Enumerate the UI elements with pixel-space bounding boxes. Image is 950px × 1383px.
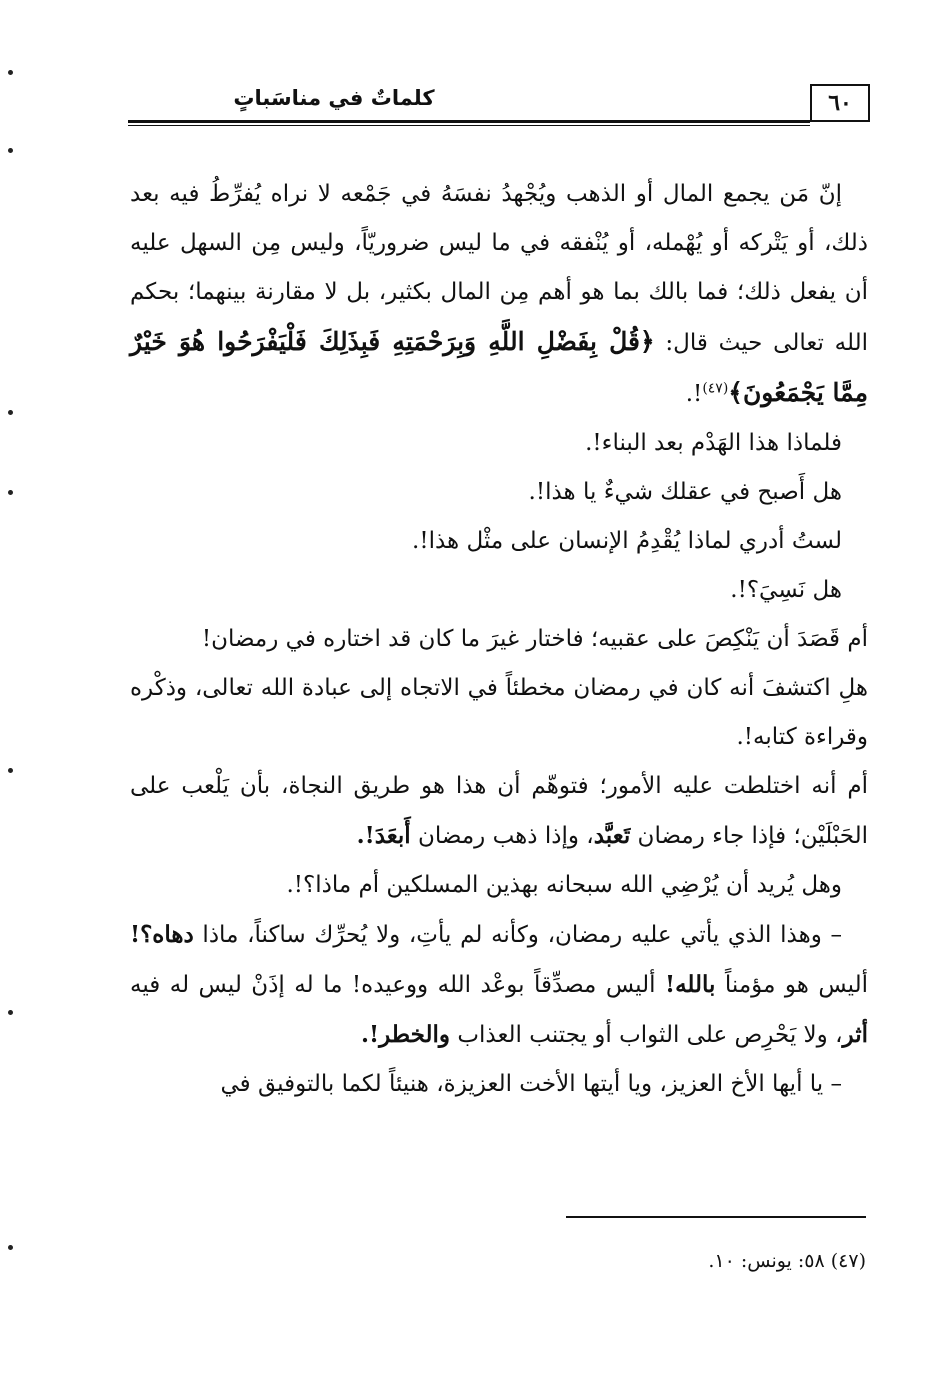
running-title: كلماتٌ في مناسَباتٍ bbox=[233, 86, 435, 110]
footnote-ref: (٤٧) bbox=[702, 380, 729, 397]
margin-mark bbox=[8, 1010, 13, 1015]
bold-word: بالله! bbox=[664, 971, 716, 998]
bold-word: دهاه؟! bbox=[130, 921, 194, 948]
margin-mark bbox=[8, 148, 13, 153]
header-rule-thin bbox=[128, 125, 810, 126]
paragraph-6 bbox=[130, 615, 868, 664]
paragraph-2 bbox=[130, 419, 868, 468]
paragraph-text: هل أَصبح في عقلك شيءٌ يا هذا!. bbox=[528, 479, 842, 505]
page-header bbox=[128, 80, 870, 126]
paragraph-7 bbox=[130, 664, 868, 762]
header-rule bbox=[128, 120, 810, 123]
paragraph-text: – يا أيها الأخ العزيز، ويا أيتها الأخت العزيزة، هنيئاً لكما بالتوفيق في bbox=[220, 1071, 842, 1097]
footnote-separator bbox=[566, 1216, 866, 1218]
paragraph-text: وهل يُريد أن يُرْضِي الله سبحانه بهذين المسلكين أم ماذا؟!. bbox=[286, 872, 842, 898]
margin-mark bbox=[8, 768, 13, 773]
paragraph-text: فلماذا هذا الهَدْم بعد البناء!. bbox=[585, 430, 842, 456]
paragraph-text: هل نَسِيَ؟!. bbox=[730, 577, 842, 603]
paragraph-tail: !. bbox=[685, 381, 703, 407]
paragraph-text-mid: أليس مصدِّقاً بوعْد الله ووعيده! ما له إذَنْ ليس له فيه bbox=[130, 972, 665, 998]
margin-mark bbox=[8, 1245, 13, 1250]
margin-mark bbox=[8, 490, 13, 495]
margin-mark bbox=[8, 410, 13, 415]
paragraph-1 bbox=[130, 170, 868, 419]
paragraph-5 bbox=[130, 566, 868, 615]
bold-word: والخطر!. bbox=[361, 1021, 451, 1048]
paragraph-text: إنّ مَن يجمع المال أو الذهب ويُجْهدُ نفسَهُ في جَمْعه لا نراه يُفرِّطُ فيه بعد ذلك، أو يَتْركه أو يُهْمله، أو يُنْفقه في ما ليس ضروريّاً، وليس مِن السهل عليه أن يفعل ذلك؛ فما بالك بما هو أهم مِن المال بكثير، بل لا مقارنة بينهما؛ بحكم الله تعالى حيث قال: bbox=[130, 181, 868, 356]
page-number: ٦٠ bbox=[810, 84, 870, 122]
paragraph-text: أم قَصَدَ أن يَنْكِصَ على عقبيه؛ فاختار غيرَ ما كان قد اختاره في رمضان! bbox=[201, 626, 868, 652]
paragraph-4 bbox=[130, 517, 868, 566]
footnote: (٤٧) ٥٨: يونس: ١٠. bbox=[708, 1250, 866, 1272]
margin-mark bbox=[8, 70, 13, 75]
paragraph-10 bbox=[130, 910, 868, 1060]
paragraph-8 bbox=[130, 762, 868, 861]
quran-verse: ﴿قُلْ بِفَضْلِ اللَّهِ وَبِرَحْمَتِهِ فَبِذَلِكَ فَلْيَفْرَحُوا هُوَ خَيْرٌ مِمَّا يَجْمَعُونَ﴾ bbox=[130, 327, 868, 407]
paragraph-9 bbox=[130, 861, 868, 910]
paragraph-11 bbox=[130, 1060, 868, 1109]
paragraph-text: هلِ اكتشفَ أنه كان في رمضان مخطئاً في الاتجاه إلى عبادة الله تعالى، وذكْره وقراءة كتابه!. bbox=[130, 675, 868, 750]
paragraph-text-mid: أليس هو مؤمناً bbox=[715, 972, 869, 998]
bold-word: أَبعَدَ!. bbox=[356, 822, 411, 849]
body-text bbox=[130, 170, 868, 1109]
paragraph-text: أم أنه اختلطت عليه الأمور؛ فتوهّم أن هذا هو طريق النجاة، بأن يَلْعب على الحَبْلَيْن؛ فإذا جاء رمضان bbox=[130, 773, 868, 849]
paragraph-text-mid: ، ولا يَحْرِص على الثواب أو يجتنب العذاب bbox=[450, 1022, 843, 1048]
paragraph-text: – وهذا الذي يأتي عليه رمضان، وكأنه لم يأتِ، ولا يُحرِّك ساكناً، ماذا bbox=[193, 922, 842, 948]
paragraph-text-mid: ، وإذا ذهب رمضان bbox=[410, 823, 594, 849]
bold-word: تَعبَّد bbox=[593, 822, 631, 849]
paragraph-text: لستُ أدري لماذا يُقْدِمُ الإنسان على مثْل هذا!. bbox=[412, 528, 842, 554]
paragraph-3 bbox=[130, 468, 868, 517]
bold-word: أثر bbox=[842, 1021, 868, 1048]
